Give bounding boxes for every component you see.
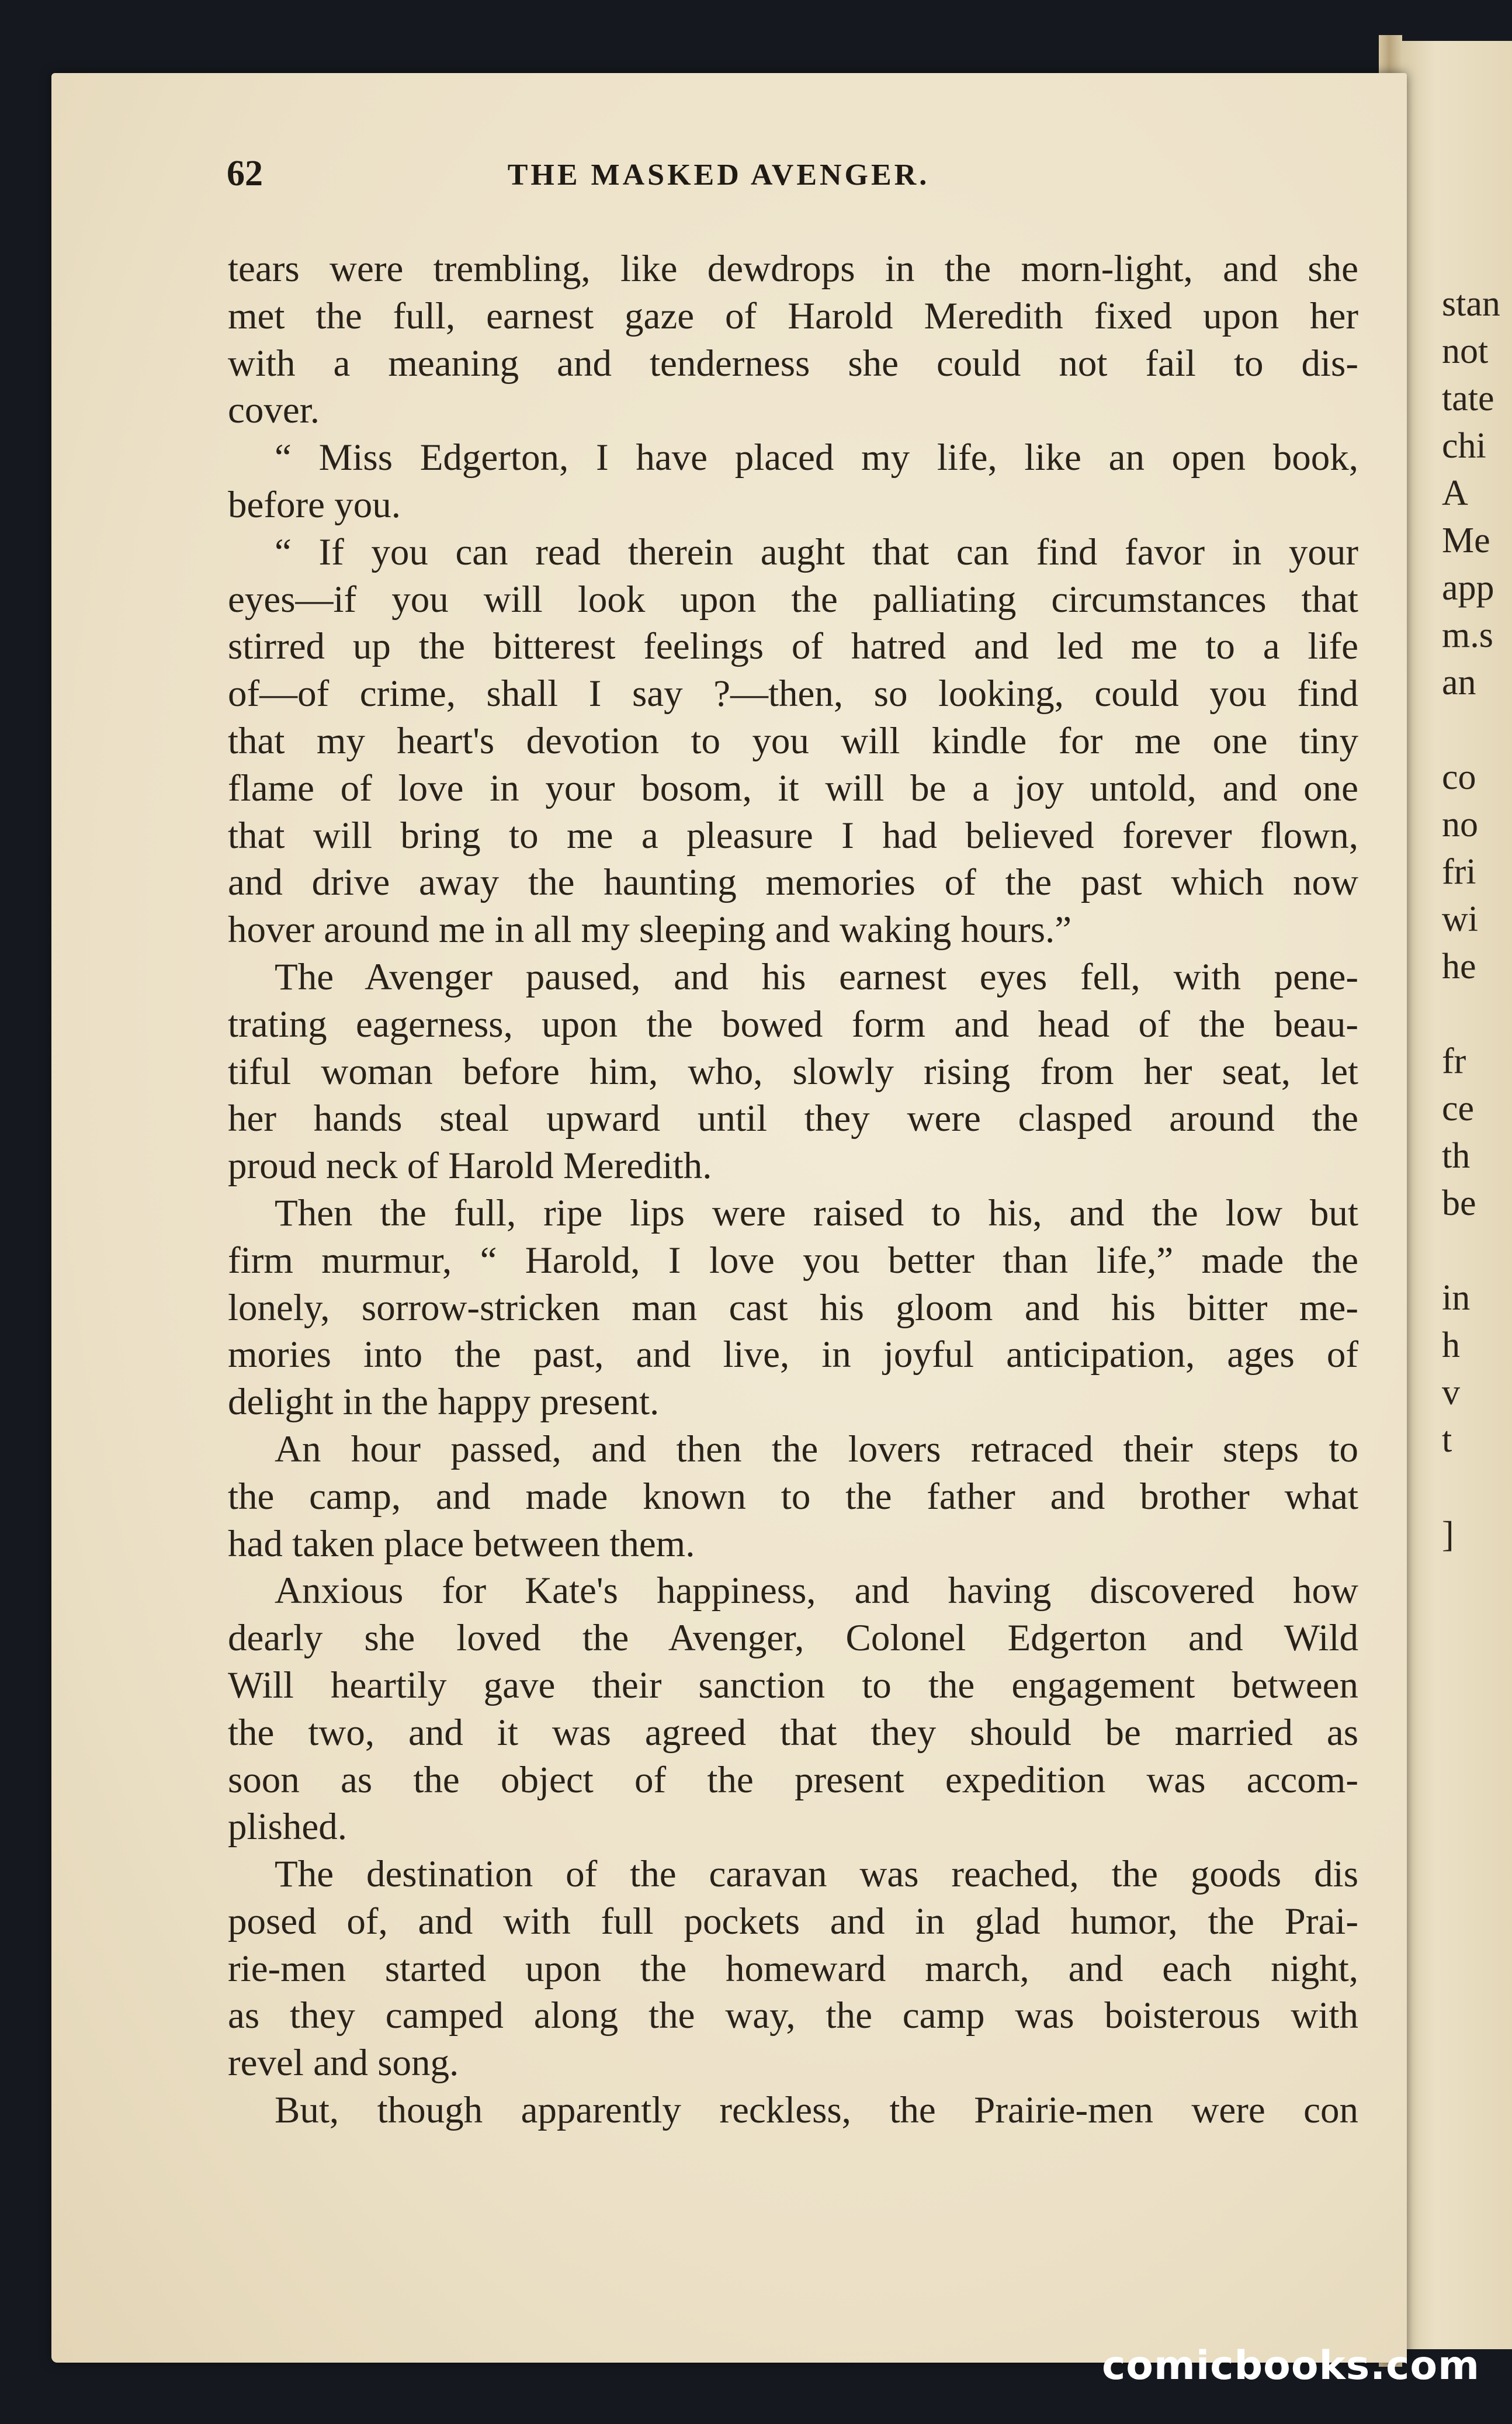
text-line: hover around me in all my sleeping and waking hours.”	[228, 909, 1072, 951]
text-line: before you.	[228, 483, 401, 526]
text-line: lonely, sorrow-stricken man cast his gloom and his bitter me-	[228, 1286, 1358, 1329]
adjacent-page-fragment: he	[1442, 947, 1476, 986]
text-line: Will heartily gave their sanction to the engagement between	[228, 1664, 1358, 1706]
adjacent-page-fragment: Me	[1442, 521, 1490, 560]
text-line: dearly she loved the Avenger, Colonel Edgerton and Wild	[228, 1617, 1358, 1660]
text-line: tiful woman before him, who, slowly rising from her seat, let	[228, 1050, 1358, 1093]
text-line: The Avenger paused, and his earnest eyes fell, with pene-	[275, 955, 1358, 998]
adjacent-page-fragment: chi	[1442, 426, 1486, 466]
text-line: But, though apparently reckless, the Prairie-men were con	[275, 2089, 1358, 2132]
text-line: had taken place between them.	[228, 1522, 695, 1565]
page-body-text	[228, 245, 1358, 2134]
running-header: THE MASKED AVENGER.	[507, 158, 930, 192]
text-line: An hour passed, and then the lovers retraced their steps to	[275, 1428, 1358, 1470]
text-line: The destination of the caravan was reached, the goods dis	[275, 1853, 1358, 1896]
text-line: and drive away the haunting memories of the past which now	[228, 861, 1358, 904]
adjacent-page-fragment: be	[1442, 1183, 1476, 1223]
text-line: of—of crime, shall I say ?—then, so looking, could you find	[228, 673, 1358, 715]
text-line: trating eagerness, upon the bowed form and head of the beau-	[228, 1003, 1358, 1045]
adjacent-page-fragment: fri	[1442, 852, 1476, 892]
text-line: her hands steal upward until they were clasped around the	[228, 1097, 1358, 1140]
text-line: firm murmur, “ Harold, I love you better than life,” made the	[228, 1239, 1358, 1282]
adjacent-page-fragment: app	[1442, 568, 1494, 608]
text-line: that will bring to me a pleasure I had believed forever flown,	[228, 814, 1358, 857]
text-line: stirred up the bitterest feelings of hatred and led me to a life	[228, 625, 1358, 668]
adjacent-page-fragment: an	[1442, 663, 1476, 702]
adjacent-page-fragment: fr	[1442, 1041, 1466, 1081]
adjacent-page-fragment: co	[1442, 757, 1476, 797]
text-line: as they camped along the way, the camp was boisterous with	[228, 1994, 1358, 2037]
adjacent-page-fragment: stan	[1442, 284, 1500, 324]
text-line: mories into the past, and live, in joyful anticipation, ages of	[228, 1334, 1358, 1376]
text-line: Anxious for Kate's happiness, and having discovered how	[275, 1570, 1358, 1612]
text-line: posed of, and with full pockets and in glad humor, the Prai-	[228, 1900, 1358, 1942]
text-line: delight in the happy present.	[228, 1381, 660, 1424]
text-line: plished.	[228, 1806, 348, 1848]
site-watermark: comicbooks.com	[1101, 2343, 1480, 2389]
adjacent-page-fragment: not	[1442, 331, 1489, 371]
adjacent-page-fragment: in	[1442, 1278, 1471, 1318]
adjacent-page-fragment: tate	[1442, 379, 1494, 418]
adjacent-page-fragment: h	[1442, 1325, 1460, 1365]
text-line: “ If you can read therein aught that can find favor in your	[275, 531, 1358, 573]
adjacent-page-fragment: v	[1442, 1373, 1460, 1412]
text-line: proud neck of Harold Meredith.	[228, 1145, 712, 1187]
text-line: soon as the object of the present expedition was accom-	[228, 1758, 1358, 1801]
text-line: flame of love in your bosom, it will be a joy untold, and one	[228, 767, 1358, 809]
text-line: rie-men started upon the homeward march, and each night,	[228, 1947, 1358, 1990]
text-line: “ Miss Edgerton, I have placed my life, like an open book,	[275, 437, 1358, 479]
text-line: revel and song.	[228, 2042, 459, 2084]
adjacent-page-fragment: wi	[1442, 899, 1478, 939]
text-line: the camp, and made known to the father and brother what	[228, 1475, 1358, 1518]
adjacent-page-fragment: m.s	[1442, 615, 1493, 655]
page-number: 62	[227, 154, 263, 193]
text-line: that my heart's devotion to you will kindle for me one tiny	[228, 719, 1358, 762]
adjacent-page	[1402, 41, 1512, 2349]
adjacent-page-fragment: no	[1442, 805, 1478, 844]
text-line: with a meaning and tenderness she could not fail to dis-	[228, 342, 1358, 385]
adjacent-page-fragment: th	[1442, 1136, 1471, 1176]
adjacent-page-fragment: ce	[1442, 1089, 1475, 1128]
adjacent-page-fragment: A	[1442, 473, 1468, 513]
adjacent-page-fragment: t	[1442, 1420, 1452, 1460]
text-line: the two, and it was agreed that they should be married as	[228, 1711, 1358, 1754]
adjacent-page-fragment: ]	[1442, 1515, 1454, 1554]
text-line: eyes—if you will look upon the palliating circumstances that	[228, 578, 1358, 621]
text-line: Then the full, ripe lips were raised to his, and the low but	[275, 1192, 1358, 1234]
text-line: cover.	[228, 389, 320, 432]
text-line: tears were trembling, like dewdrops in the morn-light, and she	[228, 248, 1358, 290]
text-line: met the full, earnest gaze of Harold Meredith fixed upon her	[228, 295, 1358, 337]
